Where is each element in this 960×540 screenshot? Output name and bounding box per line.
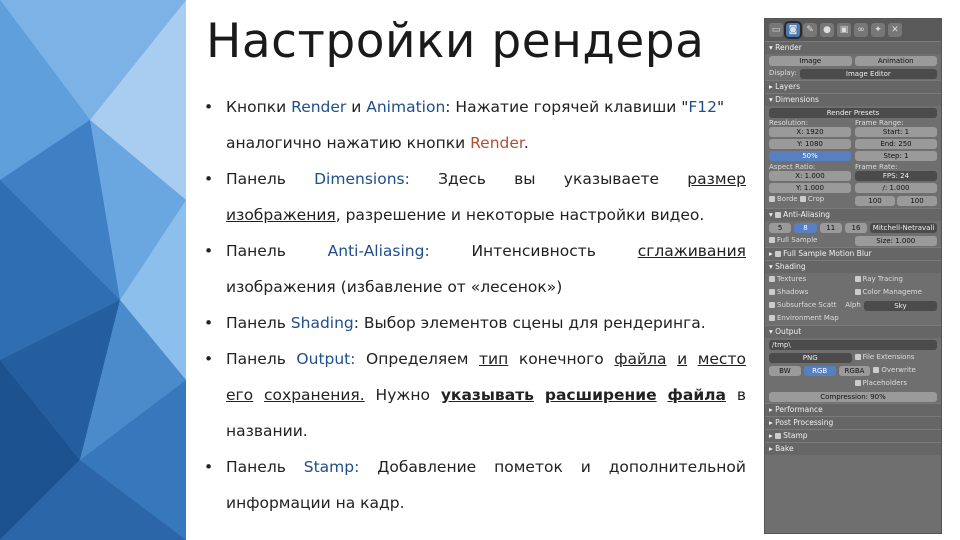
output-path-field[interactable]: /tmp\ xyxy=(769,340,937,350)
sss-checkbox[interactable] xyxy=(769,302,775,308)
textures-checkbox[interactable] xyxy=(769,276,775,282)
bullet-line: • Панель Anti-Aliasing: Интенсивность сглаживания xyxy=(204,242,746,260)
aspect-y-field[interactable]: Y: 1.000 xyxy=(769,183,851,193)
aa-16-button[interactable]: 16 xyxy=(845,223,867,233)
overwrite-checkbox[interactable] xyxy=(873,367,879,373)
decorative-strip xyxy=(0,0,186,540)
bullet-line: названии. xyxy=(226,422,308,440)
fps-select[interactable]: FPS: 24 xyxy=(855,171,937,181)
render-tab-icon[interactable]: ◙ xyxy=(786,23,800,37)
data-tab-icon[interactable]: ✕ xyxy=(888,23,902,37)
rgb-button[interactable]: RGB xyxy=(804,366,836,376)
aa-8-button[interactable]: 8 xyxy=(794,223,816,233)
env-map-checkbox[interactable] xyxy=(769,315,775,321)
placeholders-checkbox[interactable] xyxy=(855,380,861,386)
dimensions-section-header[interactable]: ▾ Dimensions xyxy=(765,93,941,106)
filter-size-field[interactable]: Size: 1.000 xyxy=(855,236,938,246)
constraints-tab-icon[interactable]: ∞ xyxy=(854,23,868,37)
post-processing-section-header[interactable]: ▸ Post Processing xyxy=(765,416,941,429)
output-section-header[interactable]: ▾ Output xyxy=(765,325,941,338)
render-image-button[interactable]: Image xyxy=(769,56,852,66)
display-select[interactable]: Image Editor xyxy=(800,69,937,79)
filter-select[interactable]: Mitchell-Netravali xyxy=(870,223,937,233)
bullet-line: информации на кадр. xyxy=(226,494,405,512)
border-checkbox[interactable] xyxy=(769,196,775,202)
page-title: Настройки рендера xyxy=(206,14,705,69)
bullet-line: аналогично нажатию кнопки Render. xyxy=(226,134,529,152)
render-layers-tab-icon[interactable]: ▭ xyxy=(769,23,783,37)
time-new-field[interactable]: 100 xyxy=(897,196,937,206)
file-extensions-checkbox[interactable] xyxy=(855,354,861,360)
aa-5-button[interactable]: 5 xyxy=(769,223,791,233)
alpha-select[interactable]: Sky xyxy=(864,301,937,311)
render-properties-panel: ▭ ◙ ✎ ● ▣ ∞ ✦ ✕ ▾ Render Image Animation Display: Image Editor ▸ Layers ▾ Dimensions Render Presets Resolution: X: 1920 Y: 1080 50% Aspect Ratio: X: 1.000 Y: 1.000 Borde Crop Frame Range: Start: 1 End: 250 Step: 1 Frame Rate: FPS: 24 /: 1.000 100 100 ▾ Anti-Aliasing 5 8 11 16 Mitchell-Netravali Full Sample Size: 1.000 ▸ Full Sample Motion Blur ▾ Shading Textures Ray Tracing Shadows Color Manageme Subsurface Scatt Alph Sky Environment Map ▾ Output /tmp\ PNG File Extensions BW RGB RGBA Overwrite Placeholders Compression: 90% ▸ Performance ▸ Post Processing ▸ Stamp ▸ Bake xyxy=(764,18,942,534)
bake-section-header[interactable]: ▸ Bake xyxy=(765,442,941,455)
aspect-ratio-label: Aspect Ratio: xyxy=(769,163,816,171)
bullet-line: изображения (избавление от «лесенок») xyxy=(226,278,563,296)
end-frame-field[interactable]: End: 250 xyxy=(855,139,937,149)
ray-tracing-checkbox[interactable] xyxy=(855,276,861,282)
resolution-y-field[interactable]: Y: 1080 xyxy=(769,139,851,149)
frame-step-field[interactable]: Step: 1 xyxy=(855,151,937,161)
motion-blur-section-header[interactable]: ▸ Full Sample Motion Blur xyxy=(765,247,941,260)
shading-section-header[interactable]: ▾ Shading xyxy=(765,260,941,273)
resolution-label: Resolution: xyxy=(769,119,808,127)
bullet-line: • Панель Stamp: Добавление пометок и дополнительной xyxy=(204,458,746,476)
full-sample-checkbox[interactable] xyxy=(769,237,775,243)
bullet-line: • Панель Shading: Выбор элементов сцены для рендеринга. xyxy=(204,314,706,332)
modifiers-tab-icon[interactable]: ✦ xyxy=(871,23,885,37)
scene-tab-icon[interactable]: ✎ xyxy=(803,23,817,37)
frame-rate-label: Frame Rate: xyxy=(855,163,898,171)
resolution-percent-field[interactable]: 50% xyxy=(769,151,851,161)
stamp-section-header[interactable]: ▸ Stamp xyxy=(765,429,941,442)
fps-base-field[interactable]: /: 1.000 xyxy=(855,183,937,193)
bullet-line: изображения, разрешение и некоторые настройки видео. xyxy=(226,206,705,224)
aa-11-button[interactable]: 11 xyxy=(820,223,842,233)
world-tab-icon[interactable]: ● xyxy=(820,23,834,37)
time-old-field[interactable]: 100 xyxy=(855,196,895,206)
bullet-line: • Панель Output: Определяем тип конечного файла и место xyxy=(204,350,746,368)
frame-range-label: Frame Range: xyxy=(855,119,904,127)
resolution-x-field[interactable]: X: 1920 xyxy=(769,127,851,137)
aspect-x-field[interactable]: X: 1.000 xyxy=(769,171,851,181)
start-frame-field[interactable]: Start: 1 xyxy=(855,127,937,137)
anti-aliasing-section-header[interactable]: ▾ Anti-Aliasing xyxy=(765,208,941,221)
bullet-line: • Панель Dimensions: Здесь вы указываете размер xyxy=(204,170,746,188)
performance-section-header[interactable]: ▸ Performance xyxy=(765,403,941,416)
bullet-line: его сохранения. Нужно указывать расширение файла в xyxy=(226,386,746,404)
bullet-list xyxy=(204,94,746,526)
display-label: Display: xyxy=(769,69,797,77)
render-animation-button[interactable]: Animation xyxy=(855,56,938,66)
render-section-header[interactable]: ▾ Render xyxy=(765,41,941,54)
color-management-checkbox[interactable] xyxy=(855,289,861,295)
properties-tabs xyxy=(765,19,941,41)
file-format-select[interactable]: PNG xyxy=(769,353,852,363)
layers-section-header[interactable]: ▸ Layers xyxy=(765,80,941,93)
bw-button[interactable]: BW xyxy=(769,366,801,376)
bullet-line: • Кнопки Render и Animation: Нажатие горячей клавиши "F12" xyxy=(204,98,725,116)
shadows-checkbox[interactable] xyxy=(769,289,775,295)
crop-checkbox[interactable] xyxy=(800,196,806,202)
object-tab-icon[interactable]: ▣ xyxy=(837,23,851,37)
rgba-button[interactable]: RGBA xyxy=(839,366,871,376)
compression-slider[interactable]: Compression: 90% xyxy=(769,392,937,402)
render-presets-select[interactable]: Render Presets xyxy=(769,108,937,118)
